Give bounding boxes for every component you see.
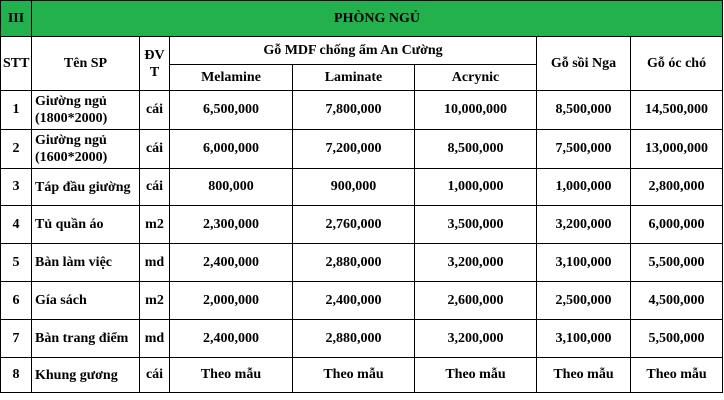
cell-walnut: 4,500,000 [631,282,723,320]
cell-laminate: 900,000 [293,169,415,206]
cell-oak: Theo mẫu [537,358,631,393]
cell-acrylic: 3,200,000 [415,320,537,358]
section-header-row [1,1,723,37]
table-row [1,206,723,244]
col-header-name: Tên SP [32,37,140,91]
cell-acrylic: 3,200,000 [415,244,537,282]
col-header-oak: Gỗ sồi Nga [537,37,631,91]
table-row [1,244,723,282]
table-row [1,358,723,393]
cell-oak: 2,500,000 [537,282,631,320]
cell-melamine: 2,000,000 [170,282,293,320]
cell-laminate: 7,200,000 [293,130,415,169]
cell-acrylic: 2,600,000 [415,282,537,320]
column-header-row-1 [1,37,723,65]
cell-unit: m2 [140,282,170,320]
cell-unit: md [140,320,170,358]
cell-melamine: 800,000 [170,169,293,206]
cell-walnut: 14,500,000 [631,91,723,130]
table-row [1,169,723,206]
cell-stt: 4 [1,206,32,244]
cell-unit: md [140,244,170,282]
table-row [1,130,723,169]
cell-unit: m2 [140,206,170,244]
cell-name: Giường ngủ (1600*2000) [32,130,140,169]
cell-name: Gía sách [32,282,140,320]
cell-melamine: 6,500,000 [170,91,293,130]
col-header-unit: ĐV T [140,37,170,91]
cell-stt: 7 [1,320,32,358]
cell-unit: cái [140,358,170,393]
table-row [1,91,723,130]
cell-acrylic: 1,000,000 [415,169,537,206]
table-row [1,320,723,358]
cell-walnut: Theo mẫu [631,358,723,393]
cell-stt: 6 [1,282,32,320]
cell-laminate: 2,760,000 [293,206,415,244]
cell-unit: cái [140,169,170,206]
col-group-mdf: Gỗ MDF chống ẩm An Cường [170,37,537,65]
cell-name: Táp đầu giường [32,169,140,206]
cell-name: Khung gương [32,358,140,393]
cell-stt: 3 [1,169,32,206]
cell-laminate: 7,800,000 [293,91,415,130]
table-row [1,282,723,320]
cell-oak: 8,500,000 [537,91,631,130]
col-header-acrylic: Acrynic [415,65,537,91]
cell-acrylic: 10,000,000 [415,91,537,130]
cell-stt: 2 [1,130,32,169]
cell-name: Tủ quần áo [32,206,140,244]
col-header-laminate: Laminate [293,65,415,91]
col-header-melamine: Melamine [170,65,293,91]
cell-unit: cái [140,130,170,169]
cell-melamine: Theo mẫu [170,358,293,393]
col-header-stt: STT [1,37,32,91]
cell-walnut: 5,500,000 [631,244,723,282]
cell-oak: 1,000,000 [537,169,631,206]
cell-melamine: 2,400,000 [170,320,293,358]
cell-oak: 3,100,000 [537,244,631,282]
cell-melamine: 2,400,000 [170,244,293,282]
cell-walnut: 5,500,000 [631,320,723,358]
cell-oak: 3,200,000 [537,206,631,244]
cell-laminate: Theo mẫu [293,358,415,393]
cell-name: Bàn trang điểm [32,320,140,358]
cell-walnut: 6,000,000 [631,206,723,244]
cell-melamine: 6,000,000 [170,130,293,169]
cell-acrylic: 3,500,000 [415,206,537,244]
cell-laminate: 2,880,000 [293,320,415,358]
cell-walnut: 2,800,000 [631,169,723,206]
cell-stt: 1 [1,91,32,130]
cell-unit: cái [140,91,170,130]
cell-stt: 8 [1,358,32,393]
cell-melamine: 2,300,000 [170,206,293,244]
section-number: III [1,1,32,37]
cell-walnut: 13,000,000 [631,130,723,169]
cell-laminate: 2,400,000 [293,282,415,320]
section-title: PHÒNG NGỦ [32,1,723,37]
cell-laminate: 2,880,000 [293,244,415,282]
cell-acrylic: Theo mẫu [415,358,537,393]
cell-acrylic: 8,500,000 [415,130,537,169]
cell-oak: 3,100,000 [537,320,631,358]
cell-oak: 7,500,000 [537,130,631,169]
cell-stt: 5 [1,244,32,282]
cell-name: Giường ngủ (1800*2000) [32,91,140,130]
col-header-walnut: Gỗ óc chó [631,37,723,91]
cell-name: Bàn làm việc [32,244,140,282]
